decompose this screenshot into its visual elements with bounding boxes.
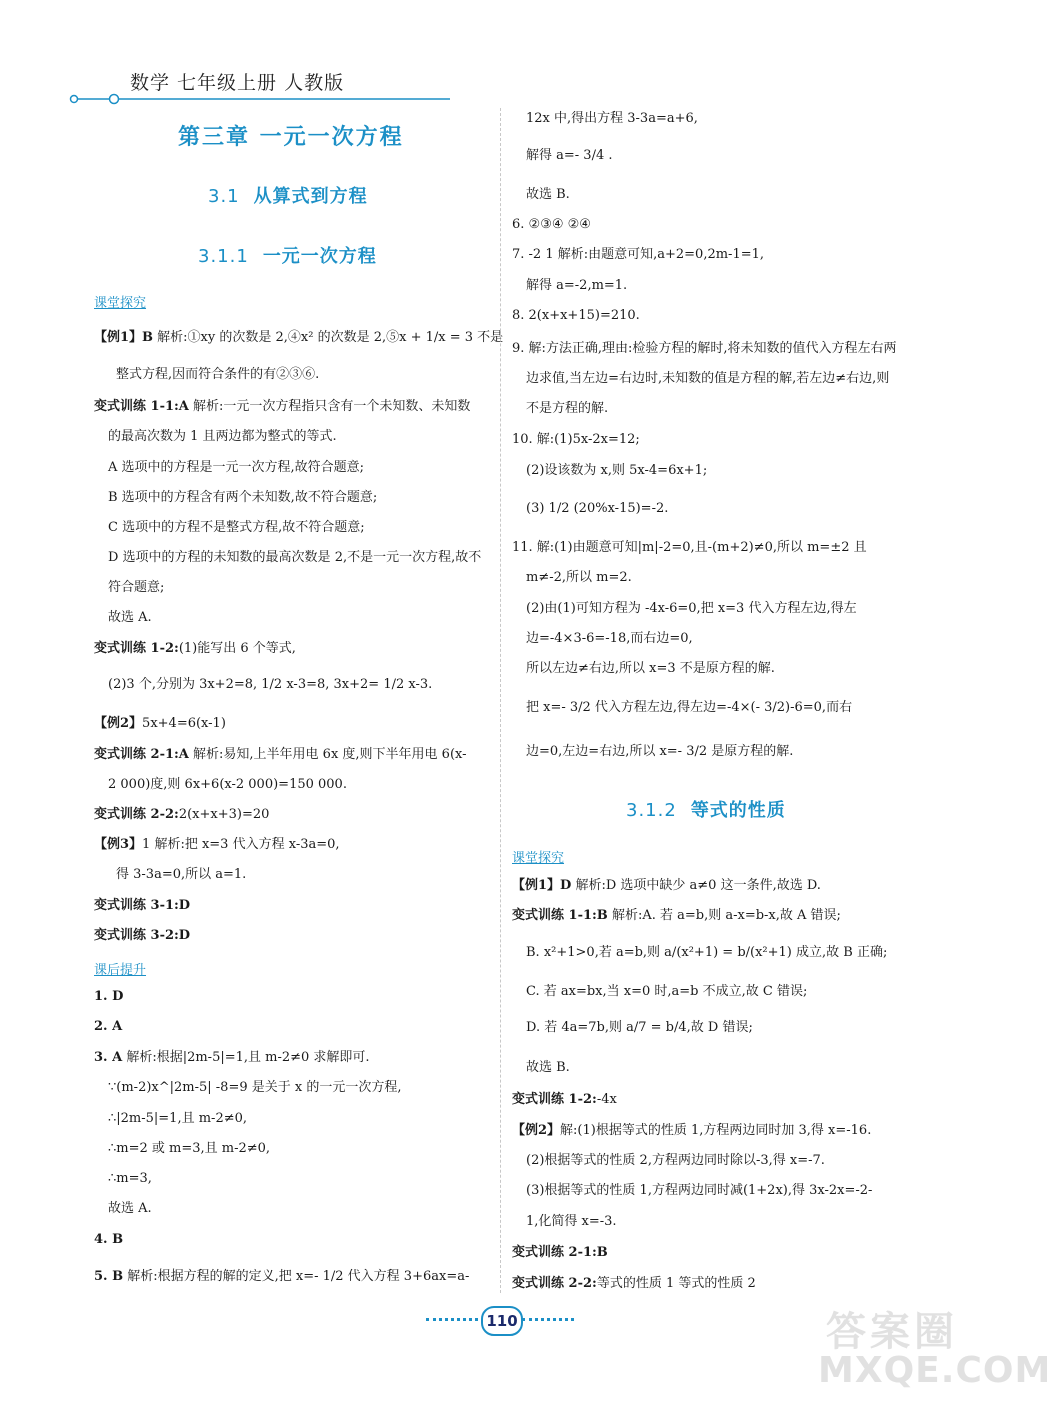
answer-line: 2 000)度,则 6x+6(x-2 000)=150 000. [108,777,347,792]
answer-line: 边=-4×3-6=-18,而右边=0, [526,631,693,646]
section-number: 3.1.1 [198,246,249,267]
answer-line: 解得 a=-2,m=1. [526,278,628,293]
answer-line: 故选 B. [526,1060,570,1075]
answer-label: 变式训练 2-2: [512,1276,597,1291]
answer-line: 11. 解:(1)由题意可知|m|-2=0,且-(m+2)≠0,所以 m=±2 且 [512,540,867,555]
answer-line [94,897,190,915]
page-number-decor-left [426,1318,478,1321]
watermark-en: MXQE.COM [818,1350,1051,1391]
answer-label: 1. D [94,989,124,1004]
answer-line: 变式训练 2-2:2(x+x+3)=20 [94,807,270,822]
answer-label: 变式训练 1-2: [94,641,179,656]
answer-line: 12x 中,得出方程 3-3a=a+6, [526,111,698,126]
answer-line: (2)由(1)可知方程为 -4x-6=0,把 x=3 代入方程左边,得左 [526,601,857,616]
answer-label: 【例1】B [94,330,154,345]
page-number-decor-right [522,1318,574,1321]
answer-line: 符合题意; [108,580,165,595]
header-decor-line [70,92,450,106]
answer-label: 2. A [94,1019,123,1034]
answer-line: D 选项中的方程的未知数的最高次数是 2,不是一元一次方程,故不 [108,550,482,565]
answer-line: (2)根据等式的性质 2,方程两边同时除以-3,得 x=-7. [526,1153,825,1168]
answer-line: 解得 a=- 3/4 . [526,148,613,163]
answer-line: 【例1】B 解析:①xy 的次数是 2,④x² 的次数是 2,⑤x + 1/x = 3 不是 [94,330,504,345]
answer-line: (3)根据等式的性质 1,方程两边同时减(1+2x),得 3x-2x=-2- [526,1183,873,1198]
answer-line: (3) 1/2 (20%x-15)=-2. [526,501,669,516]
section-number: 3.1 [208,186,240,207]
answer-line: ∵(m-2)x^|2m-5| -8=9 是关于 x 的一元一次方程, [108,1080,402,1095]
answer-line: 【例2】解:(1)根据等式的性质 1,方程两边同时加 3,得 x=-16. [512,1123,872,1138]
answer-line: 整式方程,因而符合条件的有②③⑥. [116,367,320,382]
answer-line: 所以左边≠右边,所以 x=3 不是原方程的解. [526,661,775,676]
answer-line: 9. 解:方法正确,理由:检验方程的解时,将未知数的值代入方程左右两 [512,341,897,356]
tag-ketang-tanjiu-2: 课堂探究 [512,851,565,866]
answer-line: 【例2】5x+4=6(x-1) [94,716,226,731]
answer-line [94,1231,123,1249]
answer-line: 故选 B. [526,187,570,202]
answer-line: 6. ②③④ ②④ [512,217,591,232]
answer-line: 3. A 解析:根据|2m-5|=1,且 m-2≠0 求解即可. [94,1050,370,1065]
tag-ketang-tanjiu: 课堂探究 [94,296,147,311]
answer-line: 5. B 解析:根据方程的解的定义,把 x=- 1/2 代入方程 3+6ax=a- [94,1269,470,1284]
answer-label: 变式训练 3-2:D [94,928,191,943]
section-title: 等式的性质 [690,800,786,821]
answer-label: 变式训练 2-1:A [94,747,189,762]
answer-line: 8. 2(x+x+15)=210. [512,308,640,323]
answer-label: 5. B [94,1269,124,1284]
answer-label: 变式训练 1-1:A [94,399,189,414]
answer-line: 1,化简得 x=-3. [526,1214,617,1229]
answer-line: 故选 A. [108,610,152,625]
answer-label: 3. A [94,1050,123,1065]
answer-label: 【例1】D [512,878,572,893]
answer-line: 10. 解:(1)5x-2x=12; [512,432,640,447]
answer-line: ∴m=3, [108,1171,152,1186]
watermark-cn: 答案圈 [826,1309,958,1355]
answer-label: 【例3】 [94,837,143,852]
answer-label: 【例2】 [94,716,143,731]
section-3-1-heading [208,182,368,208]
answer-line: 边求值,当左边=右边时,未知数的值是方程的解,若左边≠右边,则 [526,371,890,386]
section-title: 一元一次方程 [262,246,377,267]
answer-line: ∴|2m-5|=1,且 m-2≠0, [108,1111,248,1126]
section-number: 3.1.2 [626,800,677,821]
answer-line: 得 3-3a=0,所以 a=1. [116,867,247,882]
answer-line: 变式训练 1-2:-4x [512,1092,617,1107]
answer-line: 7. -2 1 解析:由题意可知,a+2=0,2m-1=1, [512,247,765,262]
section-3-1-2-heading [626,796,786,822]
answer-label: 变式训练 2-1:B [512,1245,608,1260]
column-divider [500,108,501,1293]
answer-line: 变式训练 1-2:(1)能写出 6 个等式, [94,641,296,656]
answer-line: 变式训练 1-1:A 解析:一元一次方程指只含有一个未知数、未知数 [94,399,471,414]
section-3-1-1-heading [198,242,377,268]
answer-line: 的最高次数为 1 且两边都为整式的等式. [108,429,337,444]
answer-label: 【例2】 [512,1123,561,1138]
answer-line: 变式训练 2-2:等式的性质 1 等式的性质 2 [512,1276,756,1291]
page-number: 110 [481,1306,523,1336]
answer-line: C. 若 ax=bx,当 x=0 时,a=b 不成立,故 C 错误; [526,984,808,999]
page-header-title: 数学 七年级上册 人教版 [130,72,345,94]
chapter-title: 第三章 一元一次方程 [178,125,404,150]
answer-line [512,1244,608,1262]
watermark-logo [818,1300,1051,1395]
answer-line: A 选项中的方程是一元一次方程,故符合题意; [108,460,365,475]
answer-line: m≠-2,所以 m=2. [526,570,632,585]
answer-line: ∴m=2 或 m=3,且 m-2≠0, [108,1141,271,1156]
answer-label: 变式训练 1-2: [512,1092,597,1107]
answer-line: D. 若 4a=7b,则 a/7 = b/4,故 D 错误; [526,1020,753,1035]
answer-line: 不是方程的解. [526,401,609,416]
answer-line: 变式训练 2-1:A 解析:易知,上半年用电 6x 度,则下半年用电 6(x- [94,747,467,762]
answer-line: (2)3 个,分别为 3x+2=8, 1/2 x-3=8, 3x+2= 1/2 x-3. [108,677,433,692]
answer-line: B 选项中的方程含有两个未知数,故不符合题意; [108,490,378,505]
tag-kehou-tisheng: 课后提升 [94,963,147,978]
answer-line: C 选项中的方程不是整式方程,故不符合题意; [108,520,365,535]
answer-line: 变式训练 1-1:B 解析:A. 若 a=b,则 a-x=b-x,故 A 错误; [512,908,841,923]
answer-line: 把 x=- 3/2 代入方程左边,得左边=-4×(- 3/2)-6=0,而右 [526,700,853,715]
answer-line: B. x²+1>0,若 a=b,则 a/(x²+1) = b/(x²+1) 成立,故 B 正确; [526,945,888,960]
section-title: 从算式到方程 [253,186,368,207]
answer-label: 变式训练 1-1:B [512,908,608,923]
answer-line: (2)设该数为 x,则 5x-4=6x+1; [526,463,708,478]
answer-line [94,1018,122,1036]
answer-line: 【例1】D 解析:D 选项中缺少 a≠0 这一条件,故选 D. [512,878,821,893]
answer-label: 变式训练 3-1:D [94,898,191,913]
answer-label: 变式训练 2-2: [94,807,179,822]
answer-line: 故选 A. [108,1201,152,1216]
answer-line [94,988,123,1006]
answer-line: 边=0,左边=右边,所以 x=- 3/2 是原方程的解. [526,744,794,759]
answer-line [94,927,190,945]
answer-line: 【例3】1 解析:把 x=3 代入方程 x-3a=0, [94,837,340,852]
answer-label: 4. B [94,1232,124,1247]
